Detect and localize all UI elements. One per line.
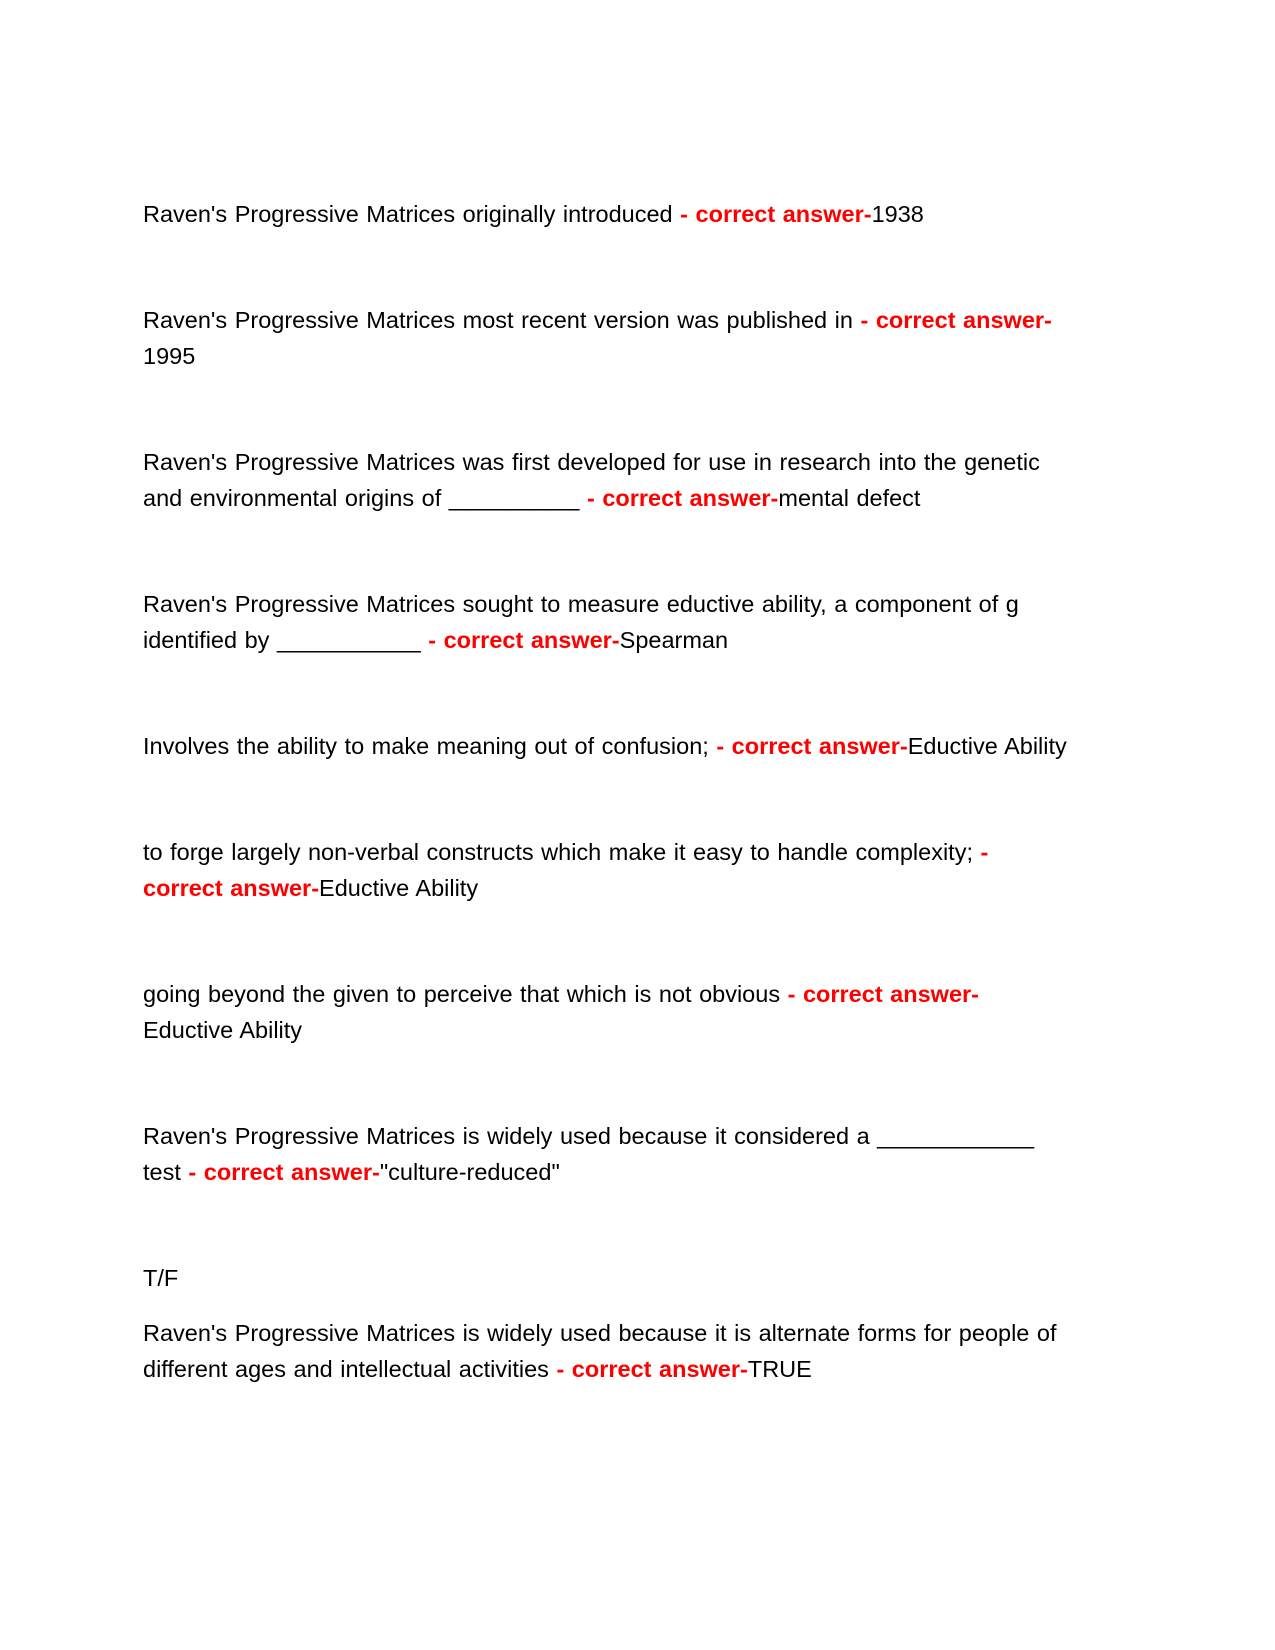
qa-paragraph <box>143 586 1068 658</box>
question-text: Spearman <box>619 627 729 653</box>
question-text: Involves the ability to make meaning out of confusion; <box>143 733 717 759</box>
question-text: Eductive Ability <box>319 875 479 901</box>
correct-answer-marker: - correct answer- <box>428 627 620 653</box>
correct-answer-marker: - correct answer- <box>143 839 989 901</box>
qa-list <box>143 196 1068 1387</box>
qa-paragraph <box>143 1315 1068 1387</box>
question-text: TRUE <box>747 1356 812 1382</box>
qa-paragraph <box>143 976 1068 1048</box>
question-text: Raven's Progressive Matrices was first developed for use in research into the genetic and environmental origins of __________ <box>143 449 1040 511</box>
question-text: Raven's Progressive Matrices is widely used because it considered a ____________ test <box>143 1123 1035 1185</box>
qa-paragraph <box>143 302 1068 374</box>
qa-paragraph <box>143 1260 1068 1296</box>
question-text: to forge largely non-verbal constructs which make it easy to handle complexity; <box>143 839 981 865</box>
question-text: "culture-reduced" <box>379 1159 560 1185</box>
question-text: Eductive Ability <box>907 733 1067 759</box>
question-text: Raven's Progressive Matrices most recent version was published in <box>143 307 861 333</box>
qa-paragraph <box>143 728 1068 764</box>
qa-paragraph <box>143 1118 1068 1190</box>
correct-answer-marker: - correct answer- <box>787 981 979 1007</box>
question-text: mental defect <box>778 485 921 511</box>
question-text: going beyond the given to perceive that which is not obvious <box>143 981 788 1007</box>
qa-paragraph <box>143 444 1068 516</box>
correct-answer-marker: - correct answer- <box>586 485 779 511</box>
qa-paragraph <box>143 834 1068 906</box>
question-text: Eductive Ability <box>143 1017 303 1043</box>
correct-answer-marker: - correct answer- <box>188 1159 380 1185</box>
question-text: 1995 <box>143 343 196 369</box>
question-text: Raven's Progressive Matrices sought to measure eductive ability, a component of g identified by ___________ <box>143 591 1019 653</box>
question-text: Raven's Progressive Matrices originally introduced <box>143 201 681 227</box>
question-text: Raven's Progressive Matrices is widely used because it is alternate forms for people of different ages and intellectual activities <box>143 1320 1057 1382</box>
correct-answer-marker: - correct answer- <box>860 307 1052 333</box>
question-text: 1938 <box>871 201 924 227</box>
correct-answer-marker: - correct answer- <box>716 733 908 759</box>
correct-answer-marker: - correct answer- <box>556 1356 748 1382</box>
question-text: T/F <box>143 1265 179 1291</box>
qa-paragraph <box>143 196 1068 232</box>
correct-answer-marker: - correct answer- <box>680 201 872 227</box>
